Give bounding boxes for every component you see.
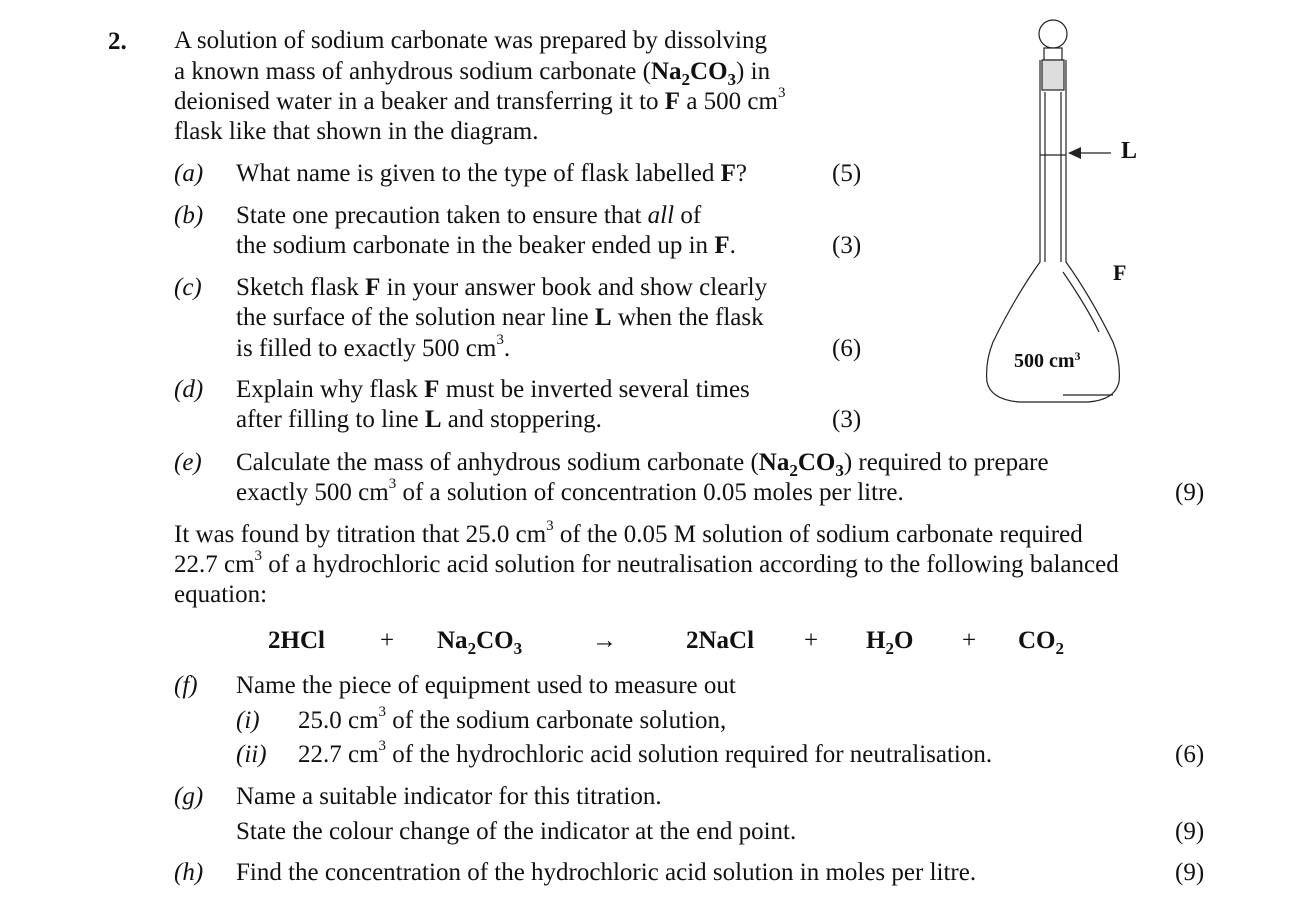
part-d-label: (d) bbox=[174, 376, 204, 403]
volumetric-flask-diagram bbox=[975, 12, 1155, 412]
question-number: 2. bbox=[108, 28, 127, 55]
equation-plus-1: + bbox=[380, 627, 395, 654]
equation-product-co2: $CO_2$ bbox=[1018, 627, 1064, 658]
part-f-label: (f) bbox=[174, 672, 198, 699]
equation-product-nacl: 2NaCl bbox=[686, 627, 755, 654]
part-b-label: (b) bbox=[174, 202, 204, 229]
part-g-line-1: Name a suitable indicator for this titration. bbox=[236, 783, 662, 810]
equation-reactant-hcl: 2HCl bbox=[268, 627, 325, 654]
equation-arrow: → bbox=[592, 627, 617, 654]
part-g-line-2: State the colour change of the indicator at the end point. bbox=[236, 818, 797, 845]
intro-line-2: a known mass of anhydrous sodium carbonate $(Na_2CO_3)$ in bbox=[174, 58, 771, 89]
part-f-line-1: Name the piece of equipment used to measure out bbox=[236, 672, 736, 699]
flask-label-F: F bbox=[1113, 260, 1127, 285]
flask-arrow-head bbox=[1068, 147, 1081, 159]
part-g-label: (g) bbox=[174, 783, 204, 810]
part-h-marks: (9) bbox=[1175, 859, 1205, 886]
part-b-line-1: State one precaution taken to ensure that all of bbox=[236, 202, 702, 229]
part-d-marks: (3) bbox=[832, 406, 862, 433]
part-e-line-2: exactly 500 $cm^3$ of a solution of concentration 0.05 moles per litre. bbox=[236, 475, 904, 506]
intro-line-4: flask like that shown in the diagram. bbox=[174, 118, 539, 145]
part-e-line-1: Calculate the mass of anhydrous sodium carbonate $(Na_2CO_3)$ required to prepare bbox=[236, 449, 1049, 480]
part-d-line-1: Explain why flask F must be inverted several times bbox=[236, 376, 750, 403]
titration-line-1: It was found by titration that 25.0 $cm^3$ of the 0.05 M solution of sodium carbonate required bbox=[174, 517, 1083, 548]
part-b-line-2: the sodium carbonate in the beaker ended up in F. bbox=[236, 232, 736, 259]
intro-line-1: A solution of sodium carbonate was prepared by dissolving bbox=[174, 27, 767, 54]
part-f-marks: (6) bbox=[1175, 741, 1205, 768]
part-f-ii-label: (ii) bbox=[236, 741, 267, 768]
flask-stopper-top bbox=[1044, 48, 1062, 60]
part-c-line-2: the surface of the solution near line L when the flask bbox=[236, 304, 764, 331]
flask-label-L: L bbox=[1121, 138, 1138, 164]
flask-stopper-ball bbox=[1039, 20, 1067, 48]
equation-reactant-na2co3: $Na_2CO_3$ bbox=[437, 627, 523, 658]
part-c-label: (c) bbox=[174, 274, 202, 301]
titration-line-2: 22.7 $cm^3$ of a hydrochloric acid solution for neutralisation according to the following balanced bbox=[174, 547, 1119, 578]
part-f-ii-text: 22.7 $cm^3$ of the hydrochloric acid solution required for neutralisation. bbox=[298, 737, 993, 768]
intro-line-3: deionised water in a beaker and transferring it to F a 500 $cm^3$ bbox=[174, 84, 786, 115]
part-a-marks: (5) bbox=[832, 160, 862, 187]
balanced-equation bbox=[0, 626, 1316, 658]
flask-volume-label: 500 $cm^3$ bbox=[1014, 349, 1081, 372]
part-f-i-text: 25.0 $cm^3$ of the sodium carbonate solution, bbox=[298, 703, 727, 734]
part-a-label: (a) bbox=[174, 160, 204, 187]
part-e-marks: (9) bbox=[1175, 479, 1205, 506]
equation-product-h2o: $H_2O$ bbox=[866, 627, 914, 658]
flask-stopper-plug bbox=[1042, 60, 1064, 90]
part-c-line-3: is filled to exactly 500 $cm^3$. bbox=[236, 331, 511, 362]
titration-line-3: equation: bbox=[174, 581, 268, 608]
part-h-label: (h) bbox=[174, 859, 204, 886]
part-b-marks: (3) bbox=[832, 232, 862, 259]
part-g-marks: (9) bbox=[1175, 818, 1205, 845]
part-e-label: (e) bbox=[174, 449, 202, 476]
part-c-line-1: Sketch flask F in your answer book and show clearly bbox=[236, 274, 768, 301]
part-f-i-label: (i) bbox=[236, 707, 260, 734]
part-h-line-1: Find the concentration of the hydrochloric acid solution in moles per litre. bbox=[236, 859, 977, 886]
part-c-marks: (6) bbox=[832, 335, 862, 362]
equation-plus-3: + bbox=[962, 627, 977, 654]
flask-shoulder-inner bbox=[1063, 272, 1099, 332]
equation-plus-2: + bbox=[804, 627, 819, 654]
part-a-text: What name is given to the type of flask labelled F? bbox=[236, 160, 747, 187]
part-d-line-2: after filling to line L and stoppering. bbox=[236, 406, 602, 433]
